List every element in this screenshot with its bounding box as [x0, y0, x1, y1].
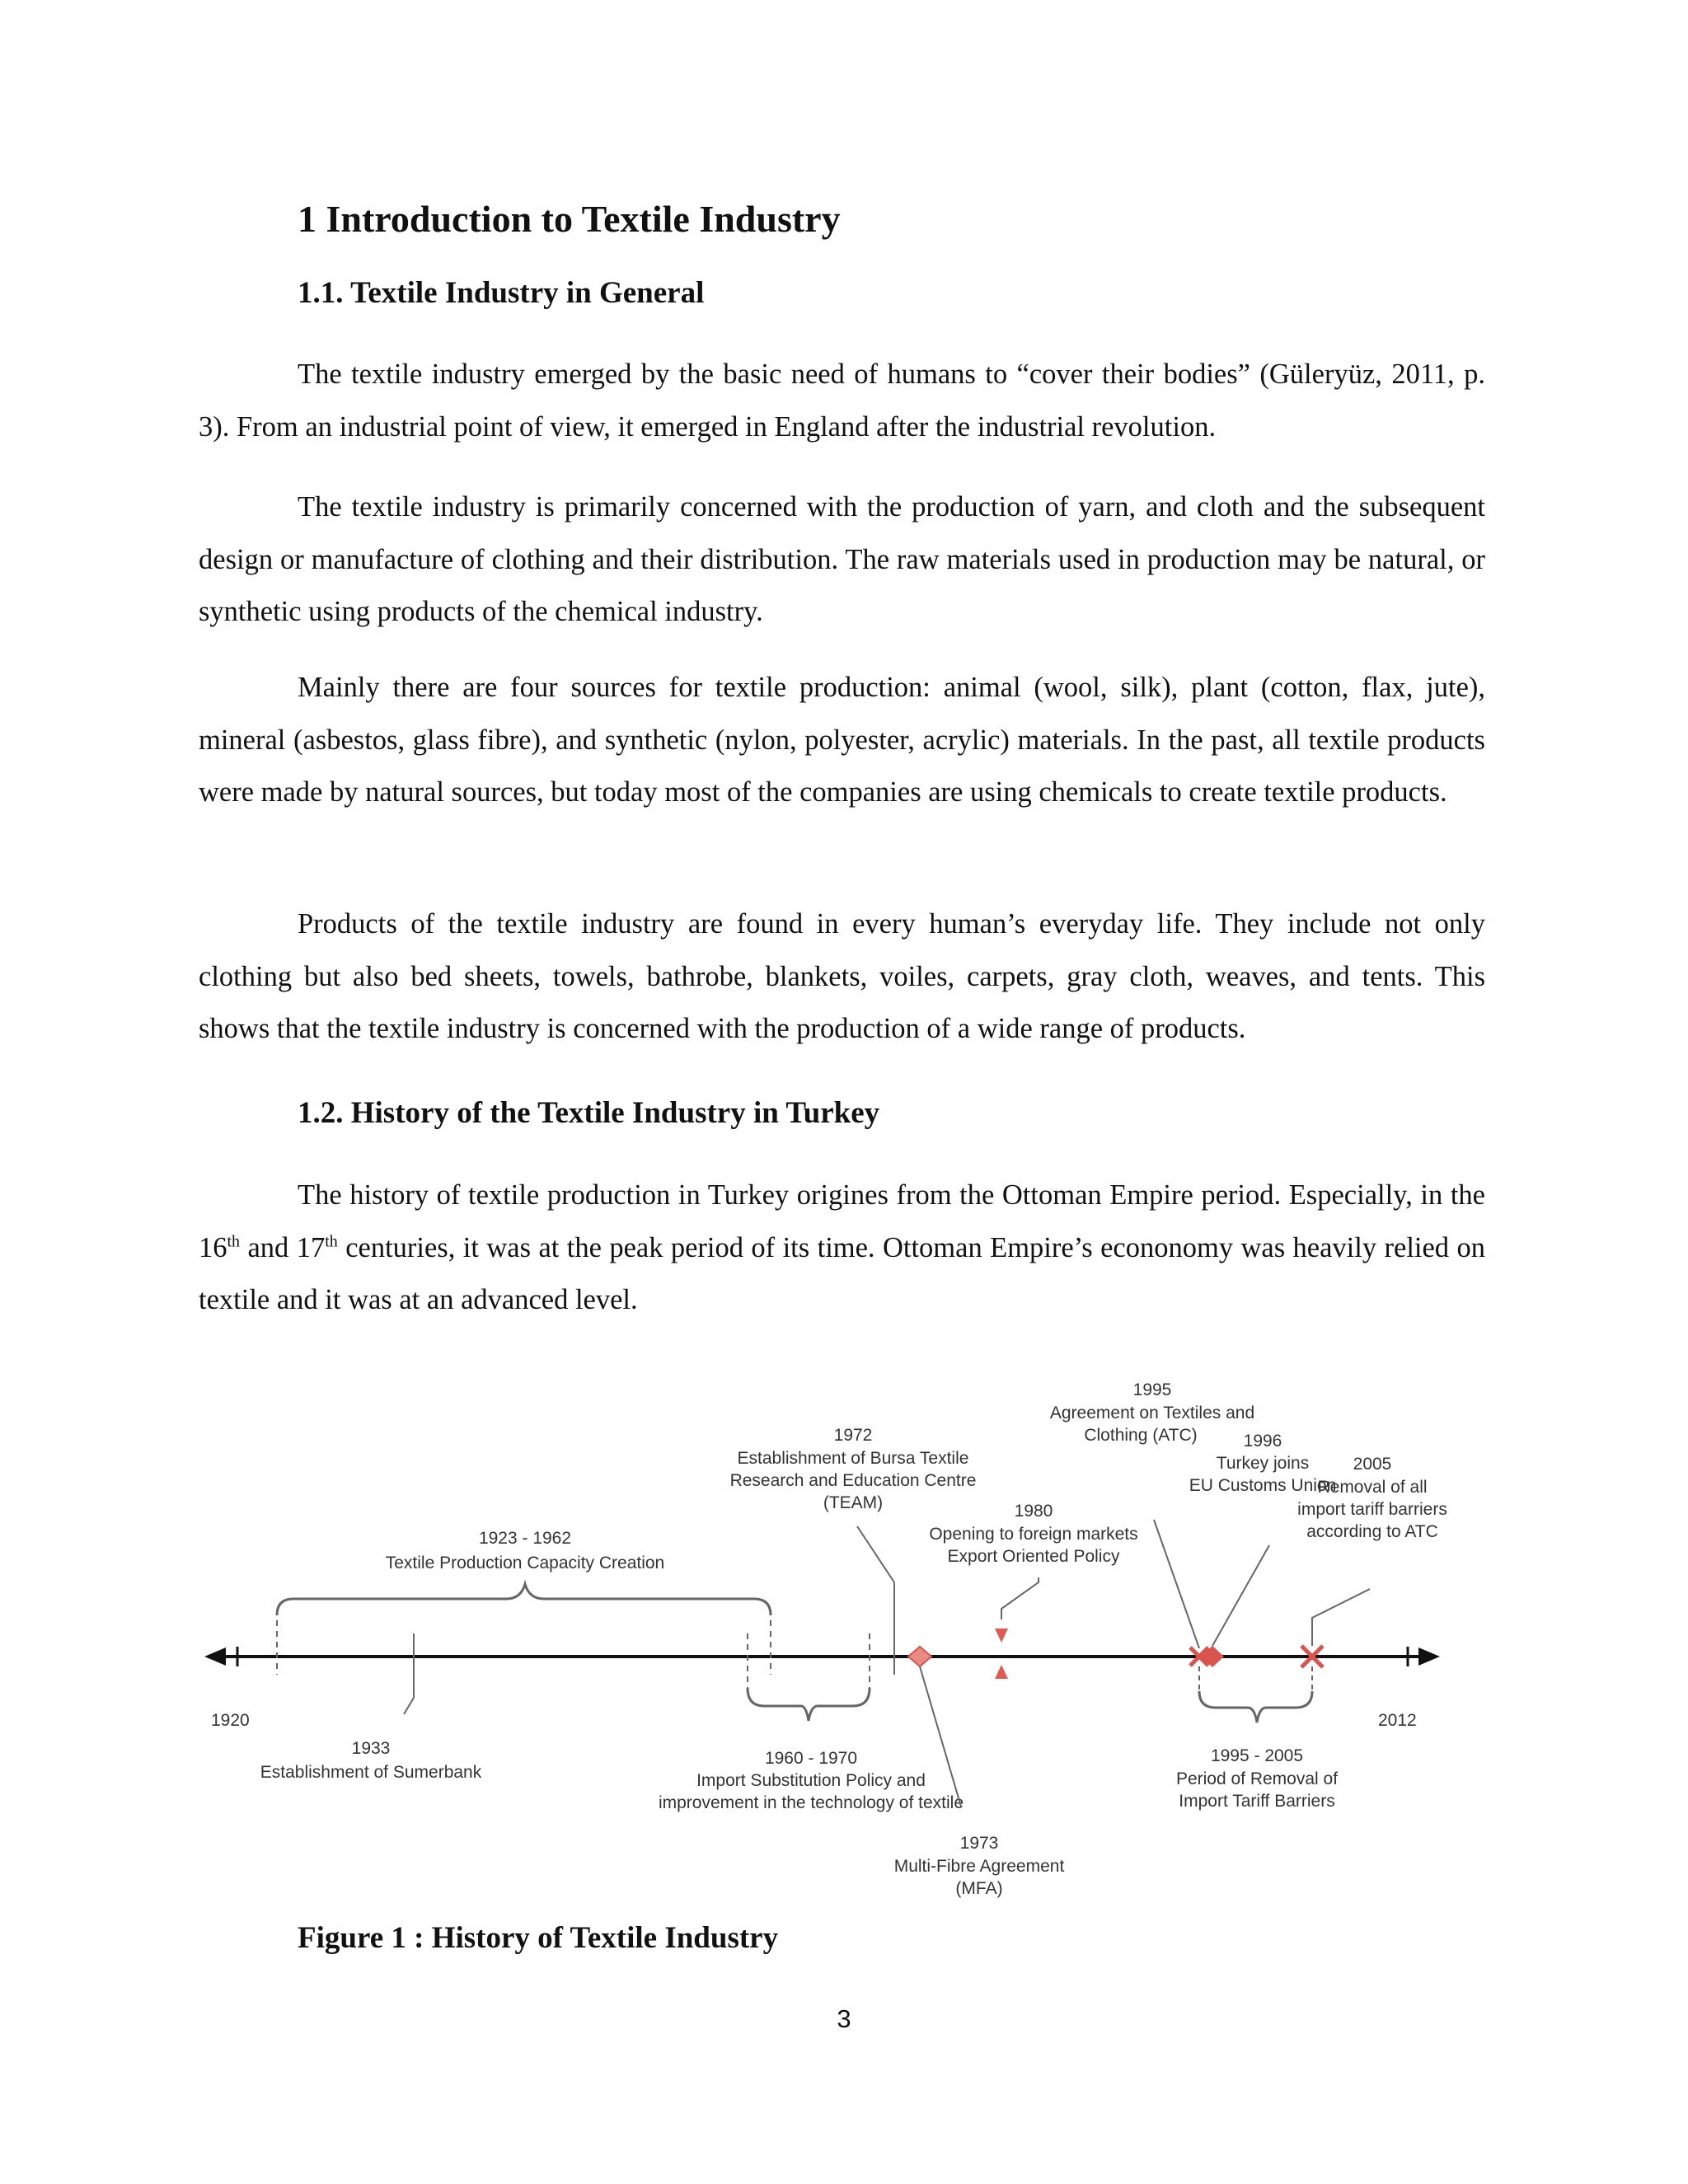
label-1972-line1: Establishment of Bursa Textile: [737, 1449, 969, 1468]
leader-1973: [920, 1666, 961, 1807]
leader-1995: [1154, 1520, 1199, 1648]
superscript-th-2: th: [325, 1232, 338, 1250]
label-1995-2005-line1: Period of Removal of: [1175, 1769, 1339, 1788]
chapter-heading: 1 Introduction to Textile Industry: [298, 198, 841, 240]
page-number: 3: [837, 2004, 851, 2033]
label-1980-year: 1980: [1014, 1502, 1053, 1521]
timeline-diagram: [198, 1368, 1484, 1929]
label-1972-line2: Research and Education Centre: [729, 1471, 977, 1490]
paragraph-scope: The textile industry is primarily concerned with the production of yarn, and cloth and the subsequent design or manufacture of clothing and their distribution. The raw materials used in production may be natural, or synthetic using products of the chemical industry.: [199, 491, 1485, 627]
label-1960-line1: Import Substitution Policy and: [696, 1771, 926, 1790]
label-2005-year: 2005: [1353, 1455, 1392, 1474]
label-1960-years: 1960 - 1970: [764, 1749, 858, 1768]
axis-arrow-right: [1418, 1647, 1440, 1666]
figure-caption: Figure 1 : History of Textile Industry: [298, 1921, 779, 1955]
label-2005-line2: import tariff barriers: [1297, 1500, 1447, 1519]
paragraph-sources: Mainly there are four sources for textile production: animal (wool, silk), plant (cotton, flax, jute), mineral (asbestos, glass fibre), and synthetic (nylon, polyester, acrylic) materials. In the past, all textile products were made by natural sources, but today most of the companies are using chemicals to create textile products.: [199, 672, 1485, 808]
label-2005-line3: according to ATC: [1306, 1522, 1438, 1541]
history-text-part-2: and 17: [240, 1231, 326, 1263]
marker-1980-up-arrow-icon: [995, 1665, 1008, 1679]
paragraph-history: [199, 1169, 1485, 1327]
label-1973-year: 1973: [959, 1834, 999, 1853]
label-1973-line2: (MFA): [955, 1879, 1003, 1898]
leader-1980: [1001, 1577, 1039, 1619]
label-1973-line1: Multi-Fibre Agreement: [893, 1857, 1065, 1876]
leader-1996: [1212, 1545, 1269, 1646]
label-1995-2005-line2: Import Tariff Barriers: [1179, 1792, 1335, 1811]
label-1923-years: 1923 - 1962: [478, 1529, 572, 1548]
leader-1972: [857, 1526, 894, 1582]
label-1996-line2: EU Customs Union: [1189, 1476, 1337, 1495]
history-text-part-1: The history of textile production in Turkey origines from the Ottoman Empire period. Especially, in the 16: [199, 1179, 1485, 1263]
label-1972-line3: (TEAM): [823, 1493, 884, 1512]
marker-1980-down-arrow-icon: [995, 1629, 1008, 1643]
label-1995-2005-years: 1995 - 2005: [1210, 1746, 1304, 1765]
label-1995-line1: Agreement on Textiles and: [1049, 1404, 1255, 1422]
year-end-label: 2012: [1378, 1711, 1417, 1730]
brace-1995-2005: [1199, 1691, 1312, 1722]
label-2005-line1: Removal of all: [1317, 1478, 1428, 1497]
superscript-th-1: th: [227, 1232, 241, 1250]
label-1995-line2: Clothing (ATC): [1084, 1426, 1198, 1445]
paragraph-origin: The textile industry emerged by the basic need of humans to “cover their bodies” (Güleryüz, 2011, p. 3). From an industrial point of view, it emerged in England after the industrial revolution.: [199, 359, 1485, 443]
leader-1933: [404, 1698, 414, 1714]
marker-1973-diamond-icon: [908, 1647, 931, 1666]
history-text-part-3: centuries, it was at the peak period of its time. Ottoman Empire’s econonomy was heavily relied on textile and it was at an advanced level.: [199, 1231, 1485, 1315]
section-heading-1-2: 1.2. History of the Textile Industry in Turkey: [298, 1096, 880, 1130]
label-1923-text: Textile Production Capacity Creation: [385, 1554, 665, 1572]
label-1960-line2: improvement in the technology of textile: [658, 1793, 964, 1812]
label-1996-year: 1996: [1243, 1432, 1282, 1451]
label-1995-year: 1995: [1132, 1380, 1172, 1399]
paragraph-products: Products of the textile industry are found in every human’s everyday life. They include not only clothing but also bed sheets, towels, bathrobe, blankets, voiles, carpets, gray cloth, weaves, and tents. This shows that the textile industry is concerned with the production of a wide range of products.: [199, 908, 1485, 1044]
brace-1960-1970: [748, 1688, 870, 1721]
timeline-figure: [198, 1368, 1484, 1929]
label-1996-line1: Turkey joins: [1216, 1454, 1310, 1473]
label-1980-line1: Opening to foreign markets: [929, 1525, 1138, 1544]
year-start-label: 1920: [211, 1711, 250, 1730]
label-1933-year: 1933: [351, 1739, 391, 1758]
label-1980-line2: Export Oriented Policy: [947, 1547, 1120, 1566]
brace-1923-1962: [277, 1584, 771, 1615]
section-heading-1-1: 1.1. Textile Industry in General: [298, 276, 705, 310]
leader-2005: [1312, 1589, 1370, 1646]
label-1972-year: 1972: [833, 1426, 873, 1445]
axis-arrow-left: [204, 1647, 226, 1666]
label-1933-text: Establishment of Sumerbank: [260, 1763, 482, 1782]
